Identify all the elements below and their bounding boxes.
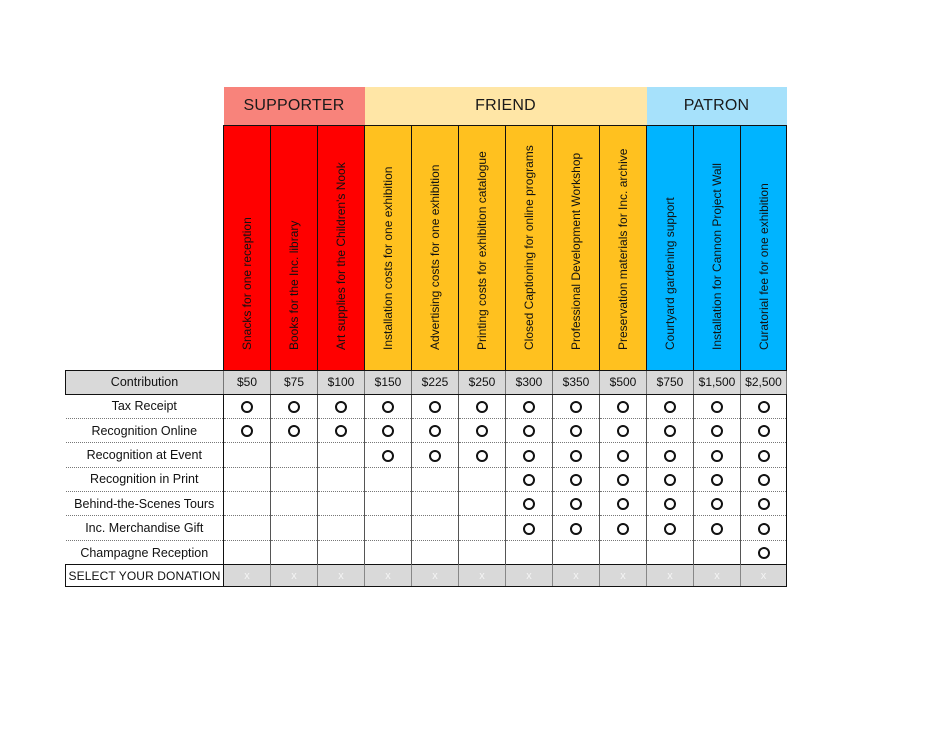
benefit-cell xyxy=(600,492,647,516)
benefit-cell xyxy=(647,418,694,442)
benefit-cell xyxy=(412,467,459,491)
benefit-cell xyxy=(647,540,694,564)
benefit-cell xyxy=(365,418,412,442)
level-name: Preservation materials for Inc. archive xyxy=(616,148,630,350)
benefit-cell xyxy=(365,516,412,540)
benefit-cell xyxy=(600,394,647,418)
level-names-spacer xyxy=(66,125,224,370)
circle-icon xyxy=(429,425,441,437)
benefit-cell xyxy=(506,492,553,516)
benefit-cell xyxy=(224,492,271,516)
level-name: Art supplies for the Children's Nook xyxy=(334,161,348,350)
select-donation-checkbox[interactable]: x xyxy=(271,565,318,587)
level-name: Advertising costs for one exhibition xyxy=(428,164,442,350)
circle-icon xyxy=(523,474,535,486)
benefit-row xyxy=(66,418,787,442)
circle-icon xyxy=(241,401,253,413)
level-name-cell xyxy=(271,125,318,370)
benefit-cell xyxy=(506,516,553,540)
benefit-row xyxy=(66,443,787,467)
level-name-cell xyxy=(741,125,787,370)
benefit-cell xyxy=(600,467,647,491)
contribution-label: Contribution xyxy=(66,370,224,394)
circle-icon xyxy=(664,474,676,486)
contribution-amount: $100 xyxy=(318,370,365,394)
contribution-amount: $150 xyxy=(365,370,412,394)
benefit-cell xyxy=(553,540,600,564)
benefit-cell xyxy=(224,540,271,564)
benefit-cell xyxy=(647,394,694,418)
benefit-cell xyxy=(741,418,787,442)
circle-icon xyxy=(382,450,394,462)
benefit-cell xyxy=(224,516,271,540)
benefit-cell xyxy=(647,467,694,491)
circle-icon xyxy=(570,401,582,413)
circle-icon xyxy=(570,450,582,462)
benefit-cell xyxy=(647,492,694,516)
level-name-cell xyxy=(506,125,553,370)
benefit-cell xyxy=(318,492,365,516)
circle-icon xyxy=(476,401,488,413)
benefit-cell xyxy=(459,443,506,467)
circle-icon xyxy=(711,498,723,510)
circle-icon xyxy=(664,523,676,535)
level-name: Books for the Inc. library xyxy=(287,220,301,350)
benefit-cell xyxy=(271,394,318,418)
circle-icon xyxy=(523,498,535,510)
benefit-label: Recognition Online xyxy=(66,418,224,442)
benefit-cell xyxy=(553,492,600,516)
benefit-row xyxy=(66,467,787,491)
contribution-amount: $500 xyxy=(600,370,647,394)
level-name-cell xyxy=(553,125,600,370)
benefit-cell xyxy=(365,540,412,564)
circle-icon xyxy=(758,498,770,510)
circle-icon xyxy=(664,425,676,437)
benefit-cell xyxy=(412,443,459,467)
benefit-row xyxy=(66,516,787,540)
contribution-amount: $350 xyxy=(553,370,600,394)
circle-icon xyxy=(570,523,582,535)
circle-icon xyxy=(523,425,535,437)
circle-icon xyxy=(429,450,441,462)
benefit-label: Champagne Reception xyxy=(66,540,224,564)
tier-header-supporter: SUPPORTER xyxy=(224,87,365,125)
circle-icon xyxy=(664,401,676,413)
circle-icon xyxy=(758,450,770,462)
level-name-cell xyxy=(647,125,694,370)
level-names-row xyxy=(66,125,787,370)
circle-icon xyxy=(711,401,723,413)
benefit-cell xyxy=(553,516,600,540)
benefit-cell xyxy=(318,394,365,418)
benefit-cell xyxy=(412,394,459,418)
benefit-cell xyxy=(365,467,412,491)
benefit-cell xyxy=(459,492,506,516)
benefit-cell xyxy=(694,516,741,540)
contribution-amount: $50 xyxy=(224,370,271,394)
benefit-cell xyxy=(741,467,787,491)
benefit-cell xyxy=(459,516,506,540)
benefit-cell xyxy=(694,394,741,418)
level-name: Professional Development Workshop xyxy=(569,152,583,350)
benefit-cell xyxy=(600,443,647,467)
benefit-cell xyxy=(647,516,694,540)
contribution-row xyxy=(66,370,787,394)
contribution-amount: $750 xyxy=(647,370,694,394)
benefit-cell xyxy=(647,443,694,467)
benefit-cell xyxy=(318,516,365,540)
circle-icon xyxy=(335,401,347,413)
benefit-cell xyxy=(318,443,365,467)
benefit-cell xyxy=(459,467,506,491)
benefit-cell xyxy=(506,394,553,418)
benefit-cell xyxy=(600,540,647,564)
benefit-cell xyxy=(271,540,318,564)
tier-header-spacer xyxy=(66,87,224,125)
circle-icon xyxy=(570,474,582,486)
level-name-cell xyxy=(459,125,506,370)
benefit-cell xyxy=(271,492,318,516)
level-name-cell xyxy=(412,125,459,370)
tier-header-friend: FRIEND xyxy=(365,87,647,125)
benefit-row xyxy=(66,492,787,516)
benefit-label: Recognition in Print xyxy=(66,467,224,491)
contribution-amount: $2,500 xyxy=(741,370,787,394)
circle-icon xyxy=(523,401,535,413)
benefit-cell xyxy=(553,443,600,467)
circle-icon xyxy=(382,401,394,413)
level-name-cell xyxy=(224,125,271,370)
contribution-amount: $250 xyxy=(459,370,506,394)
benefit-cell xyxy=(224,467,271,491)
benefit-cell xyxy=(694,443,741,467)
benefit-cell xyxy=(553,467,600,491)
benefit-cell xyxy=(365,443,412,467)
benefit-cell xyxy=(318,467,365,491)
benefit-cell xyxy=(271,443,318,467)
circle-icon xyxy=(617,425,629,437)
benefit-cell xyxy=(506,443,553,467)
circle-icon xyxy=(758,401,770,413)
benefit-cell xyxy=(271,418,318,442)
benefit-cell xyxy=(318,418,365,442)
level-name: Closed Captioning for online programs xyxy=(522,144,536,350)
tier-header-row xyxy=(66,87,787,125)
benefit-label: Tax Receipt xyxy=(66,394,224,418)
benefit-cell xyxy=(506,467,553,491)
benefit-cell xyxy=(506,418,553,442)
benefit-label: Behind-the-Scenes Tours xyxy=(66,492,224,516)
benefit-cell xyxy=(741,516,787,540)
contribution-amount: $300 xyxy=(506,370,553,394)
benefit-cell xyxy=(741,443,787,467)
circle-icon xyxy=(758,474,770,486)
level-name: Installation for Cannon Project Wall xyxy=(710,162,724,350)
benefit-cell xyxy=(224,443,271,467)
contribution-amount: $75 xyxy=(271,370,318,394)
benefit-cell xyxy=(600,516,647,540)
circle-icon xyxy=(711,450,723,462)
benefit-cell xyxy=(694,540,741,564)
level-name-cell xyxy=(600,125,647,370)
circle-icon xyxy=(429,401,441,413)
circle-icon xyxy=(476,450,488,462)
select-donation-row xyxy=(66,565,787,587)
level-name: Installation costs for one exhibition xyxy=(381,166,395,350)
circle-icon xyxy=(476,425,488,437)
benefit-label: Recognition at Event xyxy=(66,443,224,467)
select-donation-checkbox[interactable]: x xyxy=(459,565,506,587)
benefit-row xyxy=(66,540,787,564)
select-donation-checkbox[interactable]: x xyxy=(694,565,741,587)
circle-icon xyxy=(711,425,723,437)
benefit-cell xyxy=(694,492,741,516)
level-name: Courtyard gardening support xyxy=(663,196,677,350)
benefit-cell xyxy=(694,467,741,491)
donation-levels-table xyxy=(65,87,787,587)
benefit-cell xyxy=(224,418,271,442)
benefit-cell xyxy=(741,540,787,564)
select-donation-checkbox[interactable]: x xyxy=(741,565,787,587)
circle-icon xyxy=(617,474,629,486)
circle-icon xyxy=(241,425,253,437)
level-name-cell xyxy=(694,125,741,370)
benefit-cell xyxy=(694,418,741,442)
circle-icon xyxy=(288,425,300,437)
circle-icon xyxy=(758,425,770,437)
select-donation-label: SELECT YOUR DONATION xyxy=(66,565,224,587)
benefit-cell xyxy=(224,394,271,418)
benefit-cell xyxy=(741,492,787,516)
circle-icon xyxy=(711,474,723,486)
circle-icon xyxy=(617,523,629,535)
circle-icon xyxy=(523,523,535,535)
select-donation-checkbox[interactable]: x xyxy=(224,565,271,587)
level-name: Curatorial fee for one exhibition xyxy=(756,182,771,350)
circle-icon xyxy=(711,523,723,535)
benefit-cell xyxy=(600,418,647,442)
circle-icon xyxy=(758,547,770,559)
benefit-cell xyxy=(365,492,412,516)
level-name-cell xyxy=(318,125,365,370)
benefit-cell xyxy=(271,516,318,540)
circle-icon xyxy=(617,498,629,510)
level-name-cell xyxy=(365,125,412,370)
benefit-cell xyxy=(318,540,365,564)
circle-icon xyxy=(523,450,535,462)
contribution-amount: $225 xyxy=(412,370,459,394)
benefit-label: Inc. Merchandise Gift xyxy=(66,516,224,540)
circle-icon xyxy=(617,401,629,413)
select-donation-checkbox[interactable]: x xyxy=(647,565,694,587)
select-donation-checkbox[interactable]: x xyxy=(318,565,365,587)
circle-icon xyxy=(382,425,394,437)
circle-icon xyxy=(570,425,582,437)
benefit-cell xyxy=(459,540,506,564)
select-donation-checkbox[interactable]: x xyxy=(600,565,647,587)
benefit-cell xyxy=(412,492,459,516)
circle-icon xyxy=(758,523,770,535)
tier-header-patron: PATRON xyxy=(647,87,787,125)
circle-icon xyxy=(288,401,300,413)
benefit-row xyxy=(66,394,787,418)
select-donation-checkbox[interactable]: x xyxy=(506,565,553,587)
benefit-cell xyxy=(412,516,459,540)
benefit-cell xyxy=(459,418,506,442)
contribution-amount: $1,500 xyxy=(694,370,741,394)
benefit-cell xyxy=(412,540,459,564)
benefit-cell xyxy=(741,394,787,418)
benefit-cell xyxy=(553,418,600,442)
select-donation-checkbox[interactable]: x xyxy=(553,565,600,587)
level-name: Printing costs for exhibition catalogue xyxy=(475,150,489,350)
circle-icon xyxy=(335,425,347,437)
select-donation-checkbox[interactable]: x xyxy=(365,565,412,587)
benefit-cell xyxy=(506,540,553,564)
level-name: Snacks for one reception xyxy=(240,216,254,350)
benefit-cell xyxy=(365,394,412,418)
benefit-cell xyxy=(412,418,459,442)
benefit-cell xyxy=(459,394,506,418)
circle-icon xyxy=(664,498,676,510)
circle-icon xyxy=(617,450,629,462)
benefit-cell xyxy=(553,394,600,418)
circle-icon xyxy=(664,450,676,462)
select-donation-checkbox[interactable]: x xyxy=(412,565,459,587)
circle-icon xyxy=(570,498,582,510)
benefit-cell xyxy=(271,467,318,491)
